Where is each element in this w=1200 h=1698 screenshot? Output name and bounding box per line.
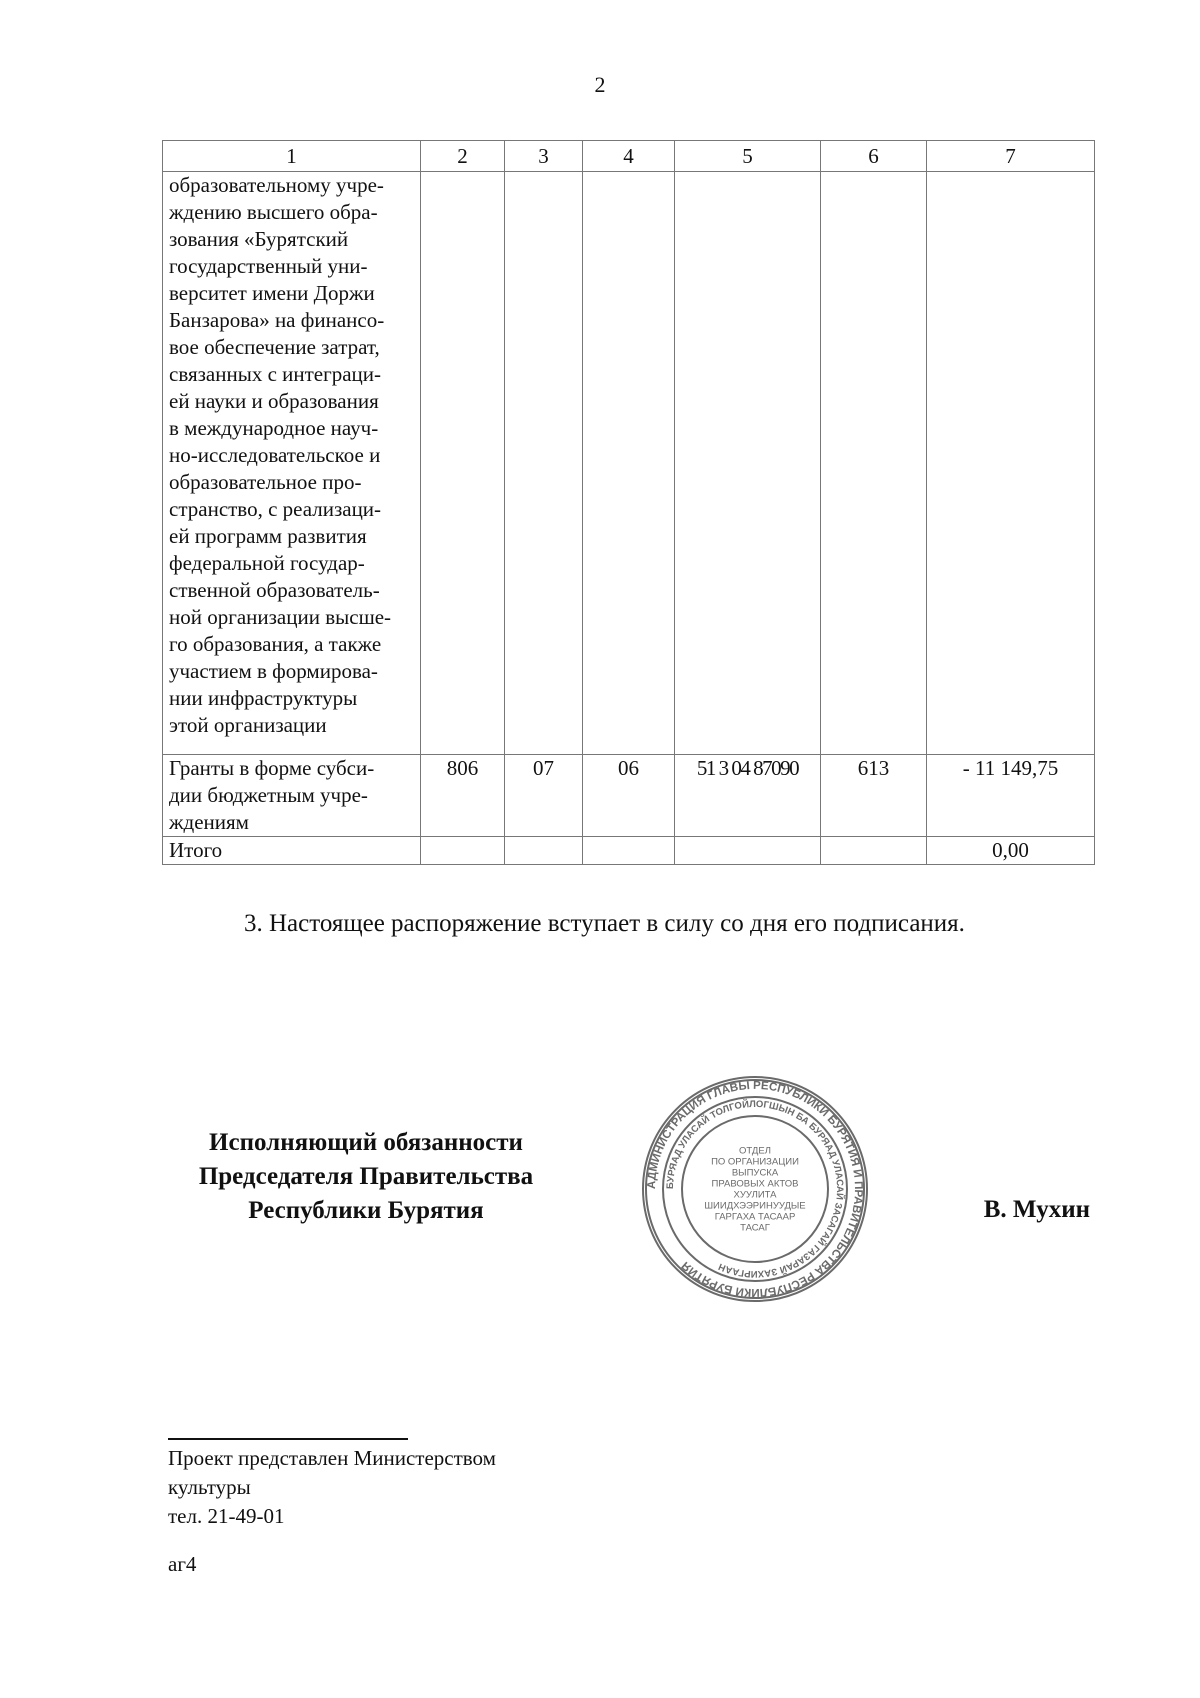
row1-line: зования «Бурятский	[169, 227, 349, 251]
seal-center-line: ТАСАГ	[740, 1222, 770, 1234]
row1-line: ждению высшего обра-	[169, 200, 378, 224]
footnote	[168, 1444, 496, 1531]
row1-line: этой организации	[169, 713, 327, 737]
row1-line: Банзарова» на финансо-	[169, 308, 385, 332]
empty-cell	[821, 837, 927, 865]
empty-cell	[421, 837, 505, 865]
row2-description	[163, 755, 421, 837]
seal-center-line: ПРАВОВЫХ АКТОВ	[711, 1178, 799, 1190]
seal-center-line: ВЫПУСКА	[731, 1167, 779, 1179]
row1-line: верситет имени Доржи	[169, 281, 375, 305]
row2-line: Гранты в форме субси-	[169, 756, 375, 780]
header-col-6: 6	[821, 141, 927, 172]
seal-center-line: ОТДЕЛ	[739, 1145, 771, 1157]
row1-line: ственной образователь-	[169, 578, 380, 602]
header-col-2: 2	[421, 141, 505, 172]
signatory-line: Исполняющий обязанности	[209, 1129, 523, 1156]
header-col-4: 4	[583, 141, 675, 172]
row1-line: ной организации высше-	[169, 605, 392, 629]
amount-cell: - 11 149,75	[927, 755, 1095, 837]
seal-center-line: ПО ОРГАНИЗАЦИИ	[711, 1156, 799, 1168]
row1-line: нии инфраструктуры	[169, 686, 358, 710]
total-amount: 0,00	[927, 837, 1095, 865]
table-row	[163, 172, 1095, 755]
row2-line: ждениям	[169, 810, 249, 834]
total-label: Итого	[163, 837, 421, 865]
row1-line: федеральной государ-	[169, 551, 365, 575]
footnote-line: Проект представлен Министерством	[168, 1446, 496, 1470]
row1-line: участием в формирова-	[169, 659, 378, 683]
header-col-3: 3	[505, 141, 583, 172]
empty-cell	[927, 172, 1095, 755]
row1-line: связанных с интеграци-	[169, 362, 382, 386]
clause-3: 3. Настоящее распоряжение вступает в силу со дня его подписания.	[244, 910, 965, 937]
ministry-code: 806	[421, 755, 505, 837]
row1-line: вое обеспечение затрат,	[169, 335, 380, 359]
row1-line: но-исследовательское и	[169, 443, 381, 467]
row1-line: ей программ развития	[169, 524, 367, 548]
empty-cell	[583, 837, 675, 865]
target-article-code: 51 3 04 87090	[675, 755, 821, 837]
seal-center-line: ГАРГАХА ТАСААР	[714, 1211, 796, 1223]
empty-cell	[505, 172, 583, 755]
page-number: 2	[594, 72, 606, 97]
empty-cell	[821, 172, 927, 755]
row1-line: странство, с реализаци-	[169, 497, 382, 521]
footnote-line: тел. 21-49-01	[168, 1504, 285, 1528]
row1-line: образовательному учре-	[169, 173, 384, 197]
signer-name: В. Мухин	[983, 1196, 1090, 1223]
seal-inner-text: БУРЯАД УЛАСАЙ ТОЛГОЙЛОГШЫН БА БУРЯАД УЛАСАЙ ЗАСАГАЙ ГАЗАРАЙ ЗАХИРГААН	[664, 1098, 846, 1280]
signatory-title	[168, 1126, 564, 1228]
row1-line: в международное науч-	[169, 416, 379, 440]
row1-line: го образования, а также	[169, 632, 382, 656]
empty-cell	[583, 172, 675, 755]
footnote-line: культуры	[168, 1475, 251, 1499]
total-row	[163, 837, 1095, 865]
footnote-divider	[168, 1438, 408, 1440]
budget-table	[162, 140, 1095, 865]
subsection-code: 06	[583, 755, 675, 837]
seal-center-line: ХУУЛИТА	[733, 1189, 777, 1201]
table-header-row	[163, 141, 1095, 172]
row1-line: государственный уни-	[169, 254, 368, 278]
row1-line: образовательное про-	[169, 470, 362, 494]
official-seal	[640, 1074, 870, 1304]
section-code: 07	[505, 755, 583, 837]
header-col-1: 1	[163, 141, 421, 172]
seal-center-line: ШИИДХЭЭРИНУУДЫЕ	[704, 1200, 806, 1212]
empty-cell	[421, 172, 505, 755]
seal-outer-text: АДМИНИСТРАЦИЯ ГЛАВЫ РЕСПУБЛИКИ БУРЯТИЯ И ПРАВИТЕЛЬСТВА РЕСПУБЛИКИ БУРЯТИЯ	[645, 1079, 865, 1299]
empty-cell	[675, 172, 821, 755]
row1-description	[163, 172, 421, 755]
table-row	[163, 755, 1095, 837]
expense-type-code: 613	[821, 755, 927, 837]
header-col-7: 7	[927, 141, 1095, 172]
row2-line: дии бюджетным учре-	[169, 783, 368, 807]
header-col-5: 5	[675, 141, 821, 172]
row1-line: ей науки и образования	[169, 389, 379, 413]
empty-cell	[675, 837, 821, 865]
signatory-line: Председателя Правительства	[198, 1163, 534, 1190]
empty-cell	[505, 837, 583, 865]
signatory-line: Республики Бурятия	[248, 1197, 484, 1224]
document-code: аг4	[168, 1552, 197, 1576]
